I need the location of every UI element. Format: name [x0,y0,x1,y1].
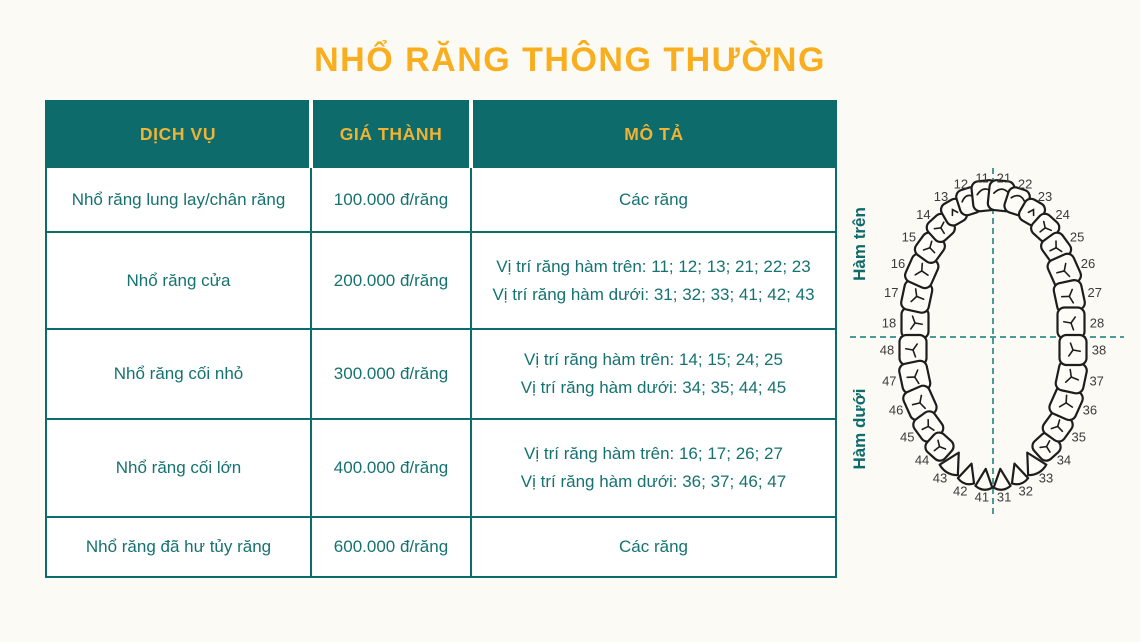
price-cell: 300.000 đ/răng [311,329,471,419]
column-header-3: MÔ TẢ [471,101,836,167]
dental-diagram [846,158,1140,526]
description-cell [471,329,836,419]
tooth-number-27: 27 [1087,285,1102,301]
tooth-number-45: 45 [900,429,915,445]
price-cell: 100.000 đ/răng [311,167,471,232]
tooth-number-26: 26 [1080,256,1096,272]
page-title: NHỔ RĂNG THÔNG THƯỜNG [314,41,826,79]
tooth-number-11: 11 [975,170,989,186]
description-line: Vị trí răng hàm trên: 16; 17; 26; 27 [524,444,783,464]
tooth-31 [992,468,1011,491]
tooth-number-22: 22 [1017,176,1033,192]
table-row [46,419,836,517]
tooth-number-38: 38 [1091,342,1107,358]
lower-jaw-label: Hàm dưới [850,388,869,470]
table-row [46,167,836,232]
description-line: Vị trí răng hàm dưới: 36; 37; 46; 47 [520,472,787,491]
price-cell: 200.000 đ/răng [311,232,471,329]
tooth-number-15: 15 [901,229,917,245]
tooth-number-32: 32 [1018,483,1033,499]
tooth-number-44: 44 [914,452,930,468]
tooth-number-28: 28 [1089,315,1105,331]
table-row [46,517,836,577]
tooth-number-21: 21 [996,170,1012,186]
tooth-number-34: 34 [1056,452,1072,468]
tooth-number-25: 25 [1069,229,1085,245]
service-cell: Nhổ răng cửa [46,232,311,329]
description-line: Vị trí răng hàm trên: 11; 12; 13; 21; 22; 23 [496,256,811,276]
description-cell [471,419,836,517]
tooth-28 [1058,308,1085,339]
column-header-2: GIÁ THÀNH [311,101,471,167]
tooth-number-47: 47 [882,373,897,389]
tooth-number-31: 31 [996,489,1012,505]
pricing-table [45,100,837,578]
description-cell [471,517,836,577]
column-header-1: DỊCH VỤ [46,101,311,167]
description-cell [471,232,836,329]
description-line: Các răng [619,189,688,209]
service-cell: Nhổ răng cối nhỏ [46,329,311,419]
tooth-number-18: 18 [881,315,897,331]
teeth-chart-svg [846,158,1140,526]
tooth-number-33: 33 [1038,470,1054,486]
tooth-38 [1060,335,1087,365]
tooth-number-13: 13 [933,189,949,205]
tooth-number-41: 41 [974,489,990,505]
tooth-number-48: 48 [879,342,895,358]
tooth-number-43: 43 [932,470,948,486]
tooth-number-42: 42 [953,483,968,499]
description-line: Vị trí răng hàm trên: 14; 15; 24; 25 [524,350,783,370]
tooth-number-23: 23 [1037,189,1053,205]
table-row [46,232,836,329]
tooth-number-35: 35 [1071,429,1086,445]
tooth-number-12: 12 [953,176,969,192]
price-cell: 400.000 đ/răng [311,419,471,517]
upper-jaw-label: Hàm trên [850,207,869,281]
description-line: Các răng [619,537,688,557]
tooth-number-17: 17 [884,285,899,301]
price-cell: 600.000 đ/răng [311,517,471,577]
tooth-number-24: 24 [1055,207,1070,223]
tooth-number-36: 36 [1082,402,1098,418]
tooth-number-37: 37 [1089,373,1104,389]
tooth-number-14: 14 [916,207,931,223]
service-cell: Nhổ răng cối lớn [46,419,311,517]
tooth-number-46: 46 [888,402,904,418]
description-line: Vị trí răng hàm dưới: 31; 32; 33; 41; 42; 43 [492,284,815,304]
tooth-41 [975,468,994,491]
table-row [46,329,836,419]
service-cell: Nhổ răng đã hư tủy răng [46,517,311,577]
description-cell [471,167,836,232]
description-line: Vị trí răng hàm dưới: 34; 35; 44; 45 [520,378,787,397]
table-header-row [46,101,836,167]
service-cell: Nhổ răng lung lay/chân răng [46,167,311,232]
tooth-number-16: 16 [890,256,906,272]
